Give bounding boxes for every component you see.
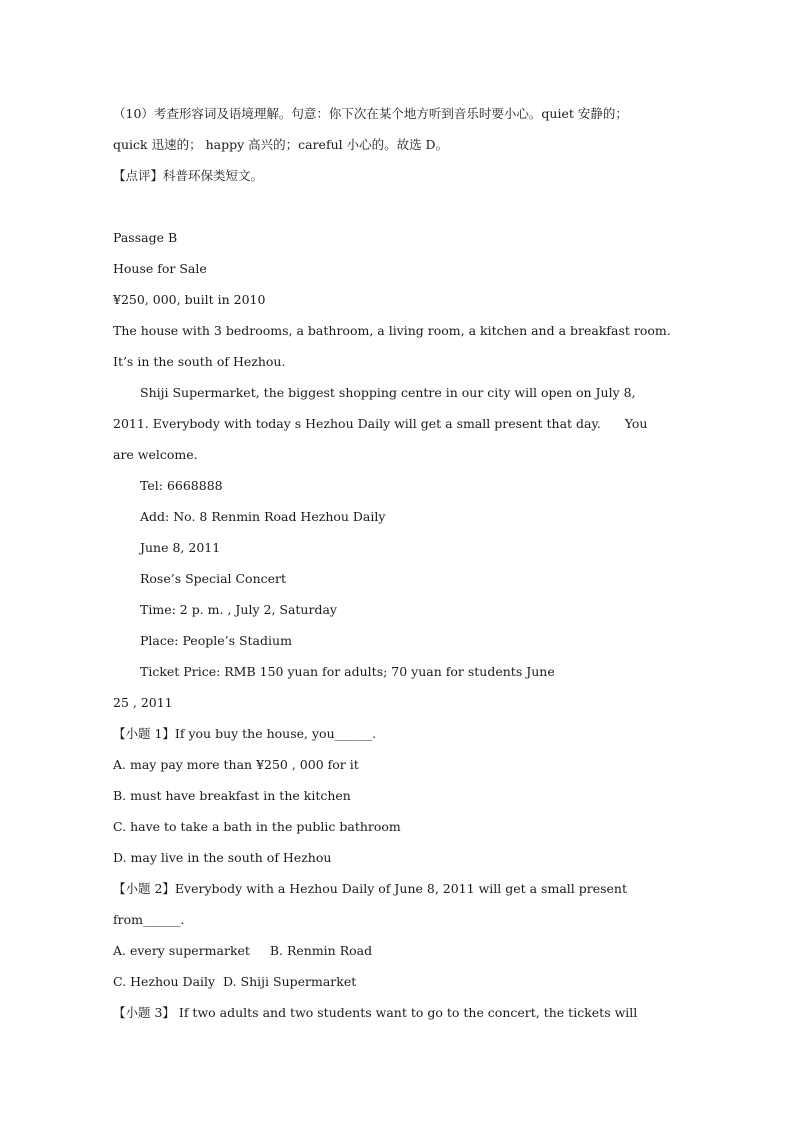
document-page xyxy=(113,98,683,1028)
question-2: 【小题 2】Everybody with a Hezhou Daily of June 8, 2011 will get a small present xyxy=(113,881,628,896)
comment-line: 【点评】科普环保类短文。 xyxy=(113,168,264,183)
ad-address: Add: No. 8 Renmin Road Hezhou Daily xyxy=(140,509,386,524)
question-1-option-b: B. must have breakfast in the kitchen xyxy=(113,788,351,803)
ad-house-price: ¥250, 000, built in 2010 xyxy=(113,292,266,307)
ad-supermarket-line-2: 2011. Everybody with today s Hezhou Daily will get a small present that day. You xyxy=(113,416,648,431)
explanation-line-2: quick 迅速的； happy 高兴的；careful 小心的。故选 D。 xyxy=(113,137,449,152)
question-2-continued: from______. xyxy=(113,912,185,927)
question-3: 【小题 3】 If two adults and two students want to go to the concert, the tickets will xyxy=(113,1005,638,1020)
question-2-options-cd: C. Hezhou Daily D. Shiji Supermarket xyxy=(113,974,357,989)
ad-tel: Tel: 6668888 xyxy=(140,478,223,493)
question-2-options-ab: A. every supermarket B. Renmin Road xyxy=(113,943,373,958)
ad-concert-place: Place: People’s Stadium xyxy=(140,633,292,648)
ad-supermarket-line-3: are welcome. xyxy=(113,447,198,462)
ad-house-location: It’s in the south of Hezhou. xyxy=(113,354,286,369)
ad-house-description: The house with 3 bedrooms, a bathroom, a living room, a kitchen and a breakfast room. xyxy=(113,323,671,338)
explanation-line-1: （10）考查形容词及语境理解。句意：你下次在某个地方听到音乐时要小心。quiet 安静的； xyxy=(113,106,628,121)
ad-concert-ticket-price: Ticket Price: RMB 150 yuan for adults; 70 yuan for students June xyxy=(140,664,555,679)
ad-house-heading: House for Sale xyxy=(113,261,207,276)
ad-date: June 8, 2011 xyxy=(140,540,221,555)
ad-concert-date: 25 , 2011 xyxy=(113,695,173,710)
ad-supermarket-line-1: Shiji Supermarket, the biggest shopping centre in our city will open on July 8, xyxy=(140,385,636,400)
question-1-option-a: A. may pay more than ¥250 , 000 for it xyxy=(113,757,359,772)
ad-concert-heading: Rose’s Special Concert xyxy=(140,571,287,586)
question-1-option-c: C. have to take a bath in the public bathroom xyxy=(113,819,401,834)
spacer xyxy=(113,191,683,222)
ad-concert-time: Time: 2 p. m. , July 2, Saturday xyxy=(140,602,337,617)
question-1-option-d: D. may live in the south of Hezhou xyxy=(113,850,332,865)
question-1: 【小题 1】If you buy the house, you______. xyxy=(113,726,377,741)
passage-title: Passage B xyxy=(113,230,178,245)
